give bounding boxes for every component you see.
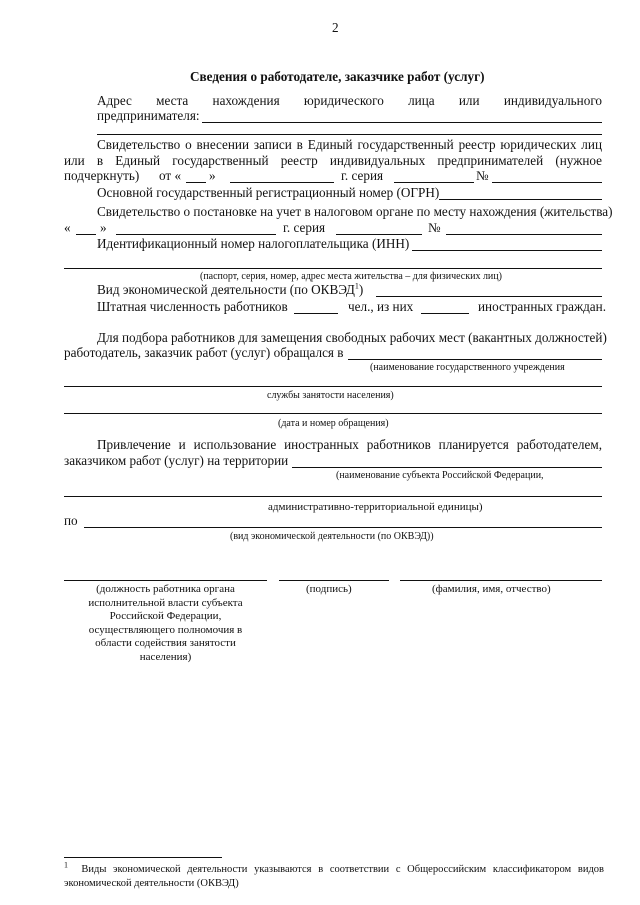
registry-series-label: г. серия — [341, 168, 384, 183]
territory-field-2[interactable] — [64, 496, 602, 497]
inn-label: Идентификационный номер налогоплательщика (ИНН) — [97, 236, 410, 251]
employment-service-field-1[interactable] — [348, 359, 602, 360]
form-title: Сведения о работодателе, заказчике работ (услуг) — [190, 69, 485, 84]
registry-day-field[interactable] — [186, 182, 206, 183]
inn-field[interactable] — [412, 250, 602, 251]
address-field-2[interactable] — [97, 134, 602, 135]
position-field[interactable] — [64, 580, 267, 581]
staff-persons-label: чел., из них — [348, 299, 414, 314]
territory-note-2: административно-территориальной единицы) — [268, 501, 483, 513]
footnote-line2: экономической деятельности (ОКВЭД) — [64, 878, 239, 889]
request-date-field[interactable] — [64, 413, 602, 414]
tax-number-field[interactable] — [446, 234, 602, 235]
po-label: по — [64, 513, 78, 528]
foreign-workers-line1: Привлечение и использование иностранных работников планируется работодателем, — [97, 437, 602, 452]
passport-note: (паспорт, серия, номер, адрес места жительства – для физических лиц) — [200, 271, 502, 282]
tax-number-label: № — [428, 220, 441, 235]
ogrn-field[interactable] — [439, 199, 602, 200]
registry-month-year-field[interactable] — [230, 182, 334, 183]
territory-field-1[interactable] — [292, 467, 602, 468]
registry-from-label: от « — [159, 168, 182, 183]
foreign-count-field[interactable] — [421, 313, 469, 314]
tax-quote-close: » — [100, 220, 107, 235]
address-label-line1: Адрес места нахождения юридического лица или индивидуального — [97, 93, 602, 108]
tax-series-label: г. серия — [283, 220, 326, 235]
staff-count-field[interactable] — [294, 313, 338, 314]
staff-label: Штатная численность работников — [97, 299, 288, 314]
territory-note-1: (наименование субъекта Российской Федерации, — [336, 470, 544, 481]
employment-service-note-1: (наименование государственного учреждения — [370, 362, 565, 373]
page-number: 2 — [332, 20, 339, 35]
registry-cert-line2: или в Единый государственный реестр индивидуальных предпринимателей (нужное — [64, 153, 602, 168]
job-search-line1: Для подбора работников для замещения свободных рабочих мест (вакантных должностей) — [97, 330, 607, 345]
registry-quote-close: » — [209, 168, 216, 183]
footnote-line1: Виды экономической деятельности указываются в соответствии с Общероссийским классификатором видов — [81, 864, 604, 875]
activity-note: (вид экономической деятельности (по ОКВЭД)) — [230, 531, 434, 542]
footnote-marker: 1 — [64, 860, 68, 870]
job-search-line2: работодатель, заказчик работ (услуг) обращался в — [64, 345, 344, 360]
employment-service-field-2[interactable] — [64, 386, 602, 387]
okved-field[interactable] — [376, 296, 602, 297]
request-date-note: (дата и номер обращения) — [278, 418, 389, 429]
tax-month-year-field[interactable] — [116, 234, 276, 235]
registry-number-label: № — [476, 168, 489, 183]
footnote — [64, 860, 604, 891]
tax-day-field[interactable] — [76, 234, 96, 235]
staff-foreign-label: иностранных граждан. — [478, 299, 607, 314]
tax-quote-open: « — [64, 220, 71, 235]
registry-cert-underline-note: подчеркнуть) — [64, 168, 140, 183]
foreign-workers-line2: заказчиком работ (услуг) на территории — [64, 453, 289, 468]
signature-field[interactable] — [279, 580, 389, 581]
registry-series-field[interactable] — [394, 182, 474, 183]
footnote-separator — [64, 857, 222, 858]
footnote-ref: 1 — [354, 281, 359, 291]
address-label-line2: предпринимателя: — [97, 108, 200, 123]
signature-caption: (подпись) — [306, 583, 352, 595]
registry-number-field[interactable] — [492, 182, 602, 183]
address-field-1[interactable] — [202, 122, 602, 123]
employment-service-note-2: службы занятости населения) — [267, 390, 394, 401]
tax-cert-line1: Свидетельство о постановке на учет в налоговом органе по месту нахождения (жительства) — [97, 204, 613, 219]
position-caption: (должность работника органа исполнительной власти субъекта Российской Федерации, осуществляющего полномочия в области содействия занятости населения) — [88, 583, 243, 663]
activity-field[interactable] — [84, 527, 602, 528]
okved-label: Вид экономической деятельности (по ОКВЭД$^1$) — [97, 281, 364, 297]
registry-cert-line1: Свидетельство о внесении записи в Единый государственный реестр юридических лиц — [97, 137, 602, 152]
full-name-field[interactable] — [400, 580, 602, 581]
tax-series-field[interactable] — [336, 234, 422, 235]
name-caption: (фамилия, имя, отчество) — [432, 583, 551, 595]
ogrn-label: Основной государственный регистрационный номер (ОГРН) — [97, 185, 440, 200]
passport-field[interactable] — [64, 268, 602, 269]
